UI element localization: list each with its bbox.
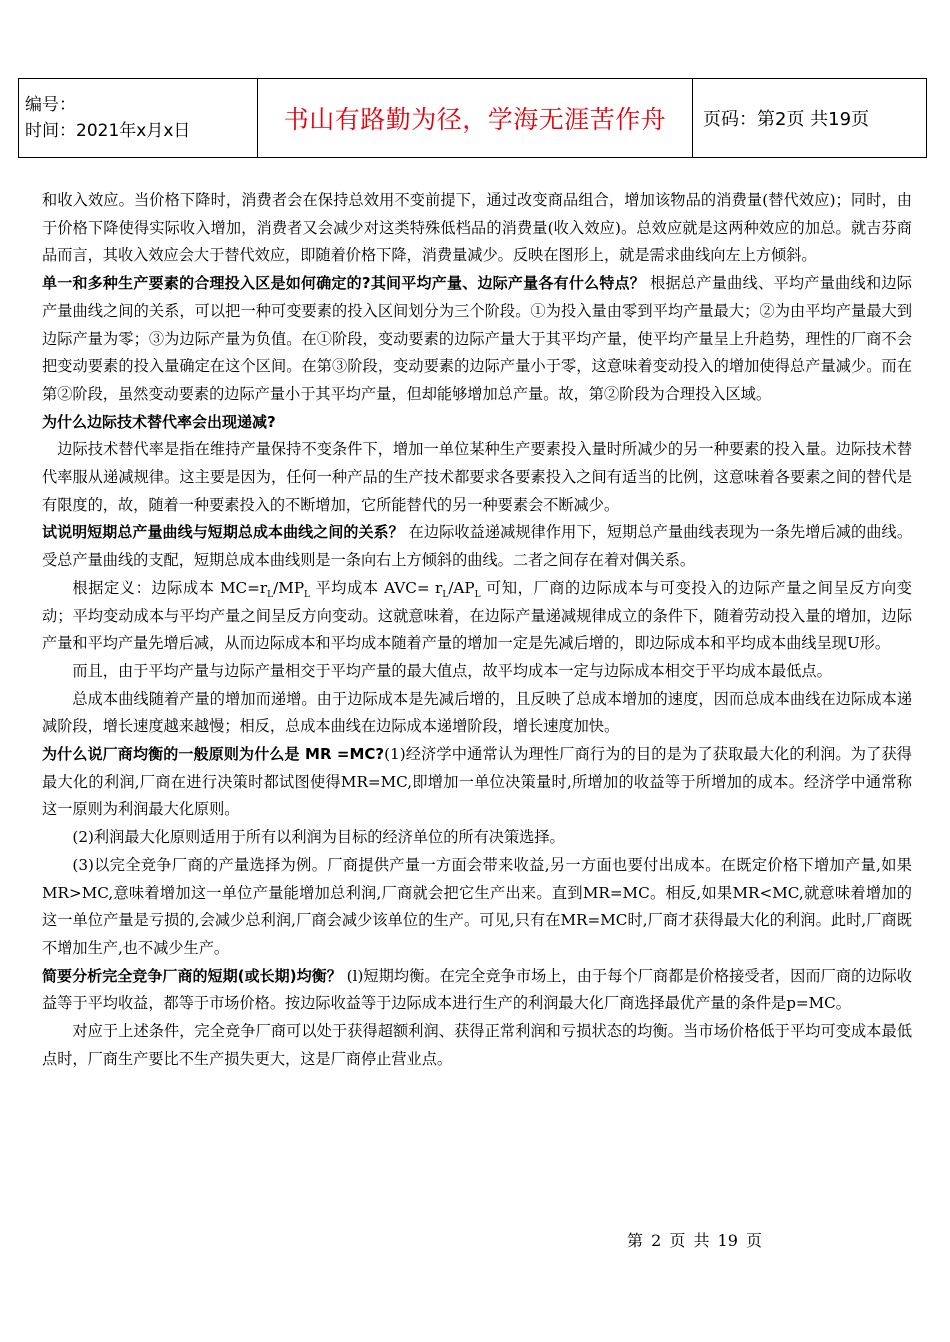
answer-text: 在边际收益递减规律作用下，短期总产量曲线表现为一条先增后减的曲线。受总产量曲线的支配，短期总成本曲线则是一条向右上方倾斜的曲线。二者之间存在着对偶关系。 bbox=[42, 523, 913, 570]
paragraph: 和收入效应。当价格下降时，消费者会在保持总效用不变前提下，通过改变商品组合，增加该物品的消费量(替代效应)；同时，由于价格下降使得实际收入增加，消费者又会减少对这类特殊低档品的消费量(收入效应)。总效应就是这两种效应的加总。就吉芬商品而言，其收入效应会大于替代效应，即随着价格下降，消费量减少。反映在图形上，就是需求曲线向左上方倾斜。 bbox=[42, 191, 912, 265]
document-time-label: 时间：2021年x月x日 bbox=[25, 121, 191, 141]
answer-text: (l)短期均衡。在完全竞争市场上，由于每个厂商都是价格接受者，因而厂商的边际收益等于平均收益，都等于市场价格。按边际收益等于边际成本进行生产的利润最大化厂商选择最优产量的条件是p=MC。 bbox=[42, 966, 912, 1013]
document-body bbox=[42, 187, 912, 1074]
formula-text: /AP bbox=[448, 578, 475, 597]
page-footer: 第 2 页 共 19 页 bbox=[627, 1231, 762, 1250]
paragraph: 边际技术替代率是指在维持产量保持不变条件下，增加一单位某种生产要素投入量时所减少的另一种要素的投入量。边际技术替代率服从递减规律。这主要是因为，任何一种产品的生产技术都要求各要素投入之间有适当的比例，这意味着各要素之间的替代是有限度的，故，随着一种要素投入的不断增加，它所能替代的另一种要素会不断减少。 bbox=[42, 440, 912, 514]
document-number-label: 编号： bbox=[25, 95, 76, 115]
formula-text: 平均成本 AVC= r bbox=[310, 578, 443, 597]
paragraph: (3)以完全竞争厂商的产量选择为例。厂商提供产量一方面会带来收益,另一方面也要付出成本。在既定价格下增加产量,如果MR>MC,意味着增加这一单位产量能增加总利润,厂商就会把它生产出来。直到MR=MC。相反,如果MR<MC,就意味着增加的这一单位产量是亏损的,会减少总利润,厂商会减少该单位的生产。可见,只有在MR=MC时,厂商才获得最大化的利润。此时,厂商既不增加生产,也不减少生产。 bbox=[42, 855, 912, 957]
formula-subscript: L bbox=[442, 589, 449, 600]
answer-text: 可知，厂商的边际成本与可变投入的边际产量之间呈反方向变动；平均变动成本与平均产量之间呈反方向变动。这就意味着，在边际产量递减规律成立的条件下，随着劳动投入量的增加，边际产量和平均产量先增后减，从而边际成本和平均成本随着产量的增加一定是先减后增的，即边际成本和平均成本曲线呈现U形。 bbox=[42, 578, 912, 653]
paragraph: (2)利润最大化原则适用于所有以利润为目标的经济单位的所有决策选择。 bbox=[72, 828, 565, 847]
formula-subscript: L bbox=[304, 589, 311, 600]
header-page-code: 页码：第2页 共19页 bbox=[693, 79, 927, 158]
answer-text: 根据总产量曲线、平均产量曲线和边际产量曲线之间的关系，可以把一种可变要素的投入区间划分为三个阶段。①为投入量由零到平均产量最大；②为由平均产量最大到边际产量为零；③为边际产量为负值。在①阶段，变动要素的边际产量大于其平均产量，使平均产量呈上升趋势，理性的厂商不会把变动要素的投入量确定在这个区间。在第③阶段，变动要素的边际产量小于零，这意味着变动投入的增加使得总产量减少。而在第②阶段，虽然变动要素的边际产量小于其平均产量，但却能够增加总产量。故，第②阶段为合理投入区域。 bbox=[42, 274, 912, 403]
document-header bbox=[18, 78, 927, 158]
header-motto: 书山有路勤为径，学海无涯苦作舟 bbox=[258, 79, 693, 158]
paragraph bbox=[42, 963, 912, 1018]
header-meta-cell bbox=[19, 79, 258, 158]
question-heading: 为什么边际技术替代率会出现递减? bbox=[42, 412, 276, 431]
question-heading: 简要分析完全竞争厂商的短期(或长期)均衡？ bbox=[42, 966, 342, 985]
paragraph: 而且，由于平均产量与边际产量相交于平均产量的最大值点，故平均成本一定与边际成本相交于平均成本最低点。 bbox=[72, 661, 832, 680]
paragraph bbox=[42, 741, 912, 824]
formula-text: 根据定义：边际成本 MC=r bbox=[72, 578, 268, 597]
formula-subscript: L bbox=[474, 589, 481, 600]
question-heading: 为什么说厂商均衡的一般原则为什么是 MR =MC? bbox=[42, 745, 385, 764]
answer-text: (1)经济学中通常认为理性厂商行为的目的是为了获取最大化的利润。为了获得最大化的利润,厂商在进行决策时都试图使得MR=MC,即增加一单位决策量时,所增加的收益等于所增加的成本。经济学中通常称这一原则为利润最大化原则。 bbox=[42, 745, 912, 819]
question-heading: 单一和多种生产要素的合理投入区是如何确定的?其间平均产量、边际产量各有什么特点？ bbox=[42, 274, 646, 293]
paragraph bbox=[42, 575, 912, 658]
question-heading: 试说明短期总产量曲线与短期总成本曲线之间的关系？ bbox=[42, 523, 404, 542]
paragraph: 对应于上述条件，完全竞争厂商可以处于获得超额利润、获得正常利润和亏损状态的均衡。当市场价格低于平均可变成本最低点时，厂商生产要比不生产损失更大，这是厂商停止营业点。 bbox=[42, 1022, 912, 1068]
paragraph: 总成本曲线随着产量的增加而递增。由于边际成本是先减后增的，且反映了总成本增加的速度，因而总成本曲线在边际成本递减阶段，增长速度越来越慢；相反，总成本曲线在边际成本递增阶段，增长速度加快。 bbox=[42, 689, 912, 736]
formula-subscript: L bbox=[267, 589, 274, 600]
formula-text: /MP bbox=[273, 578, 305, 597]
paragraph bbox=[42, 519, 912, 574]
paragraph bbox=[42, 270, 912, 409]
